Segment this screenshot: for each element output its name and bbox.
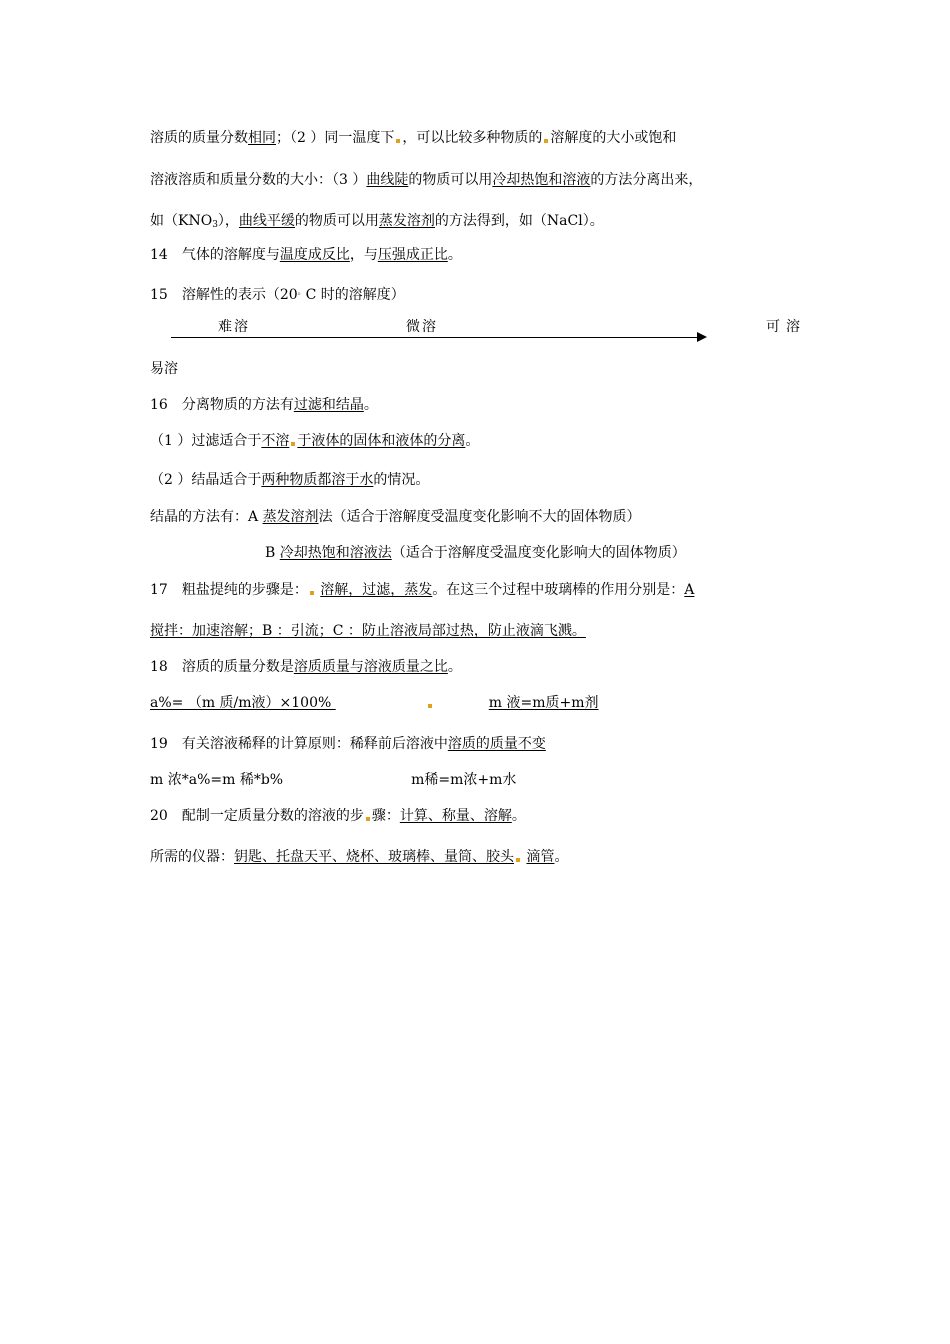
scale-label-soluble: 可溶 xyxy=(766,319,806,335)
answer-same: 相同 xyxy=(248,130,276,146)
line-solubility-curve-3: 如$(KNO_3)$，曲线平缓的物质可以用蒸发溶剂的方法得到，如（NaCl）。 xyxy=(150,213,604,230)
crystallize-method-a: 结晶的方法有：A 蒸发溶剂法（适合于溶解度受温度变化影响不大的固体物质） xyxy=(150,509,641,525)
answer-steep-curve: 曲线陡 xyxy=(366,172,409,188)
arrow-head-icon xyxy=(697,332,707,342)
marker-dot xyxy=(544,139,548,143)
scale-label-easily-soluble: 易溶 xyxy=(150,361,178,377)
formula-dilution: m 浓*a%=m 稀*b% m稀=m浓+m水 xyxy=(150,772,517,788)
answer-evaporate: 蒸发溶剂 xyxy=(378,213,435,229)
item-16: 16 分离物质的方法有过滤和结晶。 xyxy=(150,397,378,413)
item-15: 15 溶解性的表示（20。C 时的溶解度） xyxy=(150,287,405,303)
marker-dot xyxy=(310,591,314,595)
crystallize-method-b: B 冷却热饱和溶液法（适合于溶解度受温度变化影响大的固体物质） xyxy=(265,545,686,561)
item-17: 17 粗盐提纯的步骤是： 溶解，过滤，蒸发。在这三个过程中玻璃棒的作用分别是：A xyxy=(150,582,695,598)
item-14: 14 气体的溶解度与温度成反比，与压强成正比。 xyxy=(150,247,462,263)
item-19: 19 有关溶液稀释的计算原则：稀释前后溶液中溶质的质量不变 xyxy=(150,736,546,752)
line-solubility-curve-2: 溶液溶质和质量分数的大小：（3 ）曲线陡的物质可以用冷却热饱和溶液的方法分离出来， xyxy=(150,172,703,188)
scale-label-slightly-soluble: 微溶 xyxy=(406,319,438,335)
item-20-instruments: 所需的仪器：钥匙、托盘天平、烧杯、玻璃棒、量筒、胶头 滴管。 xyxy=(150,849,569,865)
marker-dot xyxy=(516,858,520,862)
line-solubility-curve-1: 溶质的质量分数相同；（2 ）同一温度下 ，可以比较多种物质的 溶解度的大小或饱和 xyxy=(150,130,677,146)
formula-mass-fraction: a%= （m 质/m液）×100% m 液=m质+m剂 xyxy=(150,695,599,711)
marker-dot xyxy=(396,139,400,143)
answer-flat-curve: 曲线平缓 xyxy=(238,213,295,229)
solubility-arrow-line xyxy=(171,337,699,338)
item-20: 20 配制一定质量分数的溶液的步 骤：计算、称量、溶解。 xyxy=(150,808,526,824)
item-16-filter: （1 ）过滤适合于不溶 于液体的固体和液体的分离。 xyxy=(150,433,480,449)
item-17-glass-rod: 搅拌：加速溶解；B ：引流；C ：防止溶液局部过热，防止液滴飞溅。 xyxy=(150,623,586,639)
answer-cooling: 冷却热饱和溶液 xyxy=(492,172,591,188)
marker-dot xyxy=(366,817,370,821)
scale-label-insoluble: 难溶 xyxy=(218,319,250,335)
item-18: 18 溶质的质量分数是溶质质量与溶液质量之比。 xyxy=(150,659,462,675)
item-16-crystallize: （2 ）结晶适合于两种物质都溶于水的情况。 xyxy=(150,472,430,488)
marker-dot xyxy=(428,704,432,708)
marker-dot xyxy=(291,442,295,446)
